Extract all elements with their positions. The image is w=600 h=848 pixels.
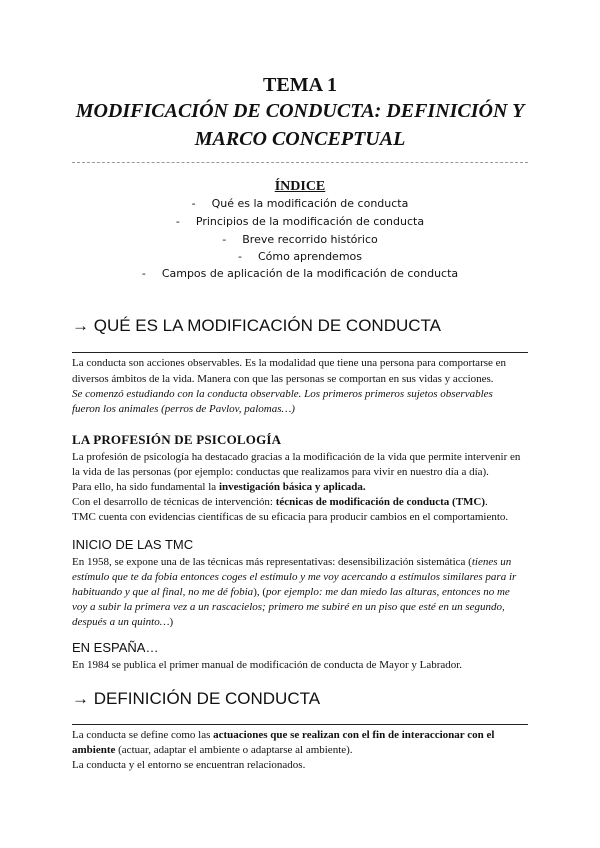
- index-item: - Cómo aprendemos: [237, 250, 362, 263]
- index-title: ÍNDICE: [274, 179, 326, 194]
- index-item: - Breve recorrido histórico: [222, 233, 378, 246]
- index-item: - Campos de aplicación de la modificación de conducta: [141, 267, 459, 280]
- paragraph-line: TMC cuenta con evidencias científicas de su eficacia para producir cambios en el comportamiento.: [72, 511, 509, 523]
- bold-term: ambiente: [72, 744, 116, 756]
- index-dash: -: [141, 267, 146, 280]
- bold-term: técnicas de modificación de conducta (TMC): [275, 496, 486, 508]
- paragraph-line: En 1984 se publica el primer manual de modificación de conducta de Mayor y Labrador.: [72, 659, 463, 671]
- index-dash: -: [175, 215, 180, 228]
- subheading-inicio: INICIO DE LAS TMC: [72, 537, 194, 552]
- subheading-profesion: LA PROFESIÓN DE PSICOLOGÍA: [72, 432, 282, 447]
- paragraph-line: fueron los animales (perros de Pavlov, palomas…): [72, 403, 295, 415]
- page-title-line1: MODIFICACIÓN DE CONDUCTA: DEFINICIÓN Y: [75, 100, 525, 122]
- section-rule: [72, 352, 528, 353]
- paragraph-line: la vida de las personas (por ejemplo: conductas que realizamos para vivir en nuestro día a día).: [72, 466, 489, 478]
- paragraph-line: Para ello, ha sido fundamental la investigación básica y aplicada.: [72, 481, 366, 493]
- section-rule: [72, 724, 528, 725]
- paragraph-line: habituando y que al final, no me dé fobia), (por ejemplo: me dan miedo las alturas, entonces no me: [72, 586, 510, 598]
- dashed-divider: [72, 162, 528, 163]
- page-title-line2: MARCO CONCEPTUAL: [194, 128, 406, 150]
- paragraph-line: después a un quinto…): [72, 616, 174, 628]
- index-item: - Principios de la modificación de conducta: [175, 215, 425, 228]
- bold-term: investigación básica y aplicada.: [218, 481, 366, 493]
- index-dash: -: [222, 233, 227, 246]
- paragraph-line: La profesión de psicología ha destacado gracias a la modificación de la vida que permite intervenir en: [72, 451, 521, 463]
- paragraph-line: En 1958, se expone una de las técnicas más representativas: desensibilización sistemática (tienes un: [72, 556, 512, 568]
- bold-term: actuaciones que se realizan con el fin de interaccionar con el: [213, 729, 495, 741]
- paragraph-line: La conducta se define como las actuaciones que se realizan con el fin de interaccionar con el: [72, 729, 495, 741]
- index-item: - Qué es la modificación de conducta: [191, 197, 409, 210]
- section-heading-que-es: → QUÉ ES LA MODIFICACIÓN DE CONDUCTA: [72, 316, 442, 335]
- index-dash: -: [191, 197, 196, 210]
- paragraph-line: La conducta son acciones observables. Es la modalidad que tiene una persona para comportarse en: [72, 357, 507, 369]
- paragraph-line: estímulo que te da fobia entonces coges el estímulo y me voy acercando a estímulos similares para ir: [72, 571, 517, 583]
- paragraph-line: diversos ámbitos de la vida. Manera con que las personas se comportan en sus vidas y acciones.: [72, 373, 494, 385]
- section-heading-definicion: → DEFINICIÓN DE CONDUCTA: [72, 689, 321, 708]
- paragraph-line: Con el desarrollo de técnicas de intervención: técnicas de modificación de conducta (TMC).: [72, 496, 488, 508]
- paragraph-line: La conducta y el entorno se encuentran relacionados.: [72, 759, 306, 771]
- paragraph-line: voy a subir la primera vez a un rascacielos; primero me subiré en un piso que esté en un segundo,: [72, 601, 505, 613]
- tema-label: TEMA 1: [263, 74, 337, 96]
- subheading-espana: EN ESPAÑA…: [72, 640, 159, 655]
- paragraph-line: Se comenzó estudiando con la conducta observable. Los primeros primeros sujetos observables: [72, 388, 493, 400]
- paragraph-line: ambiente (actuar, adaptar el ambiente o adaptarse al ambiente).: [72, 744, 353, 756]
- index-dash: -: [237, 250, 242, 263]
